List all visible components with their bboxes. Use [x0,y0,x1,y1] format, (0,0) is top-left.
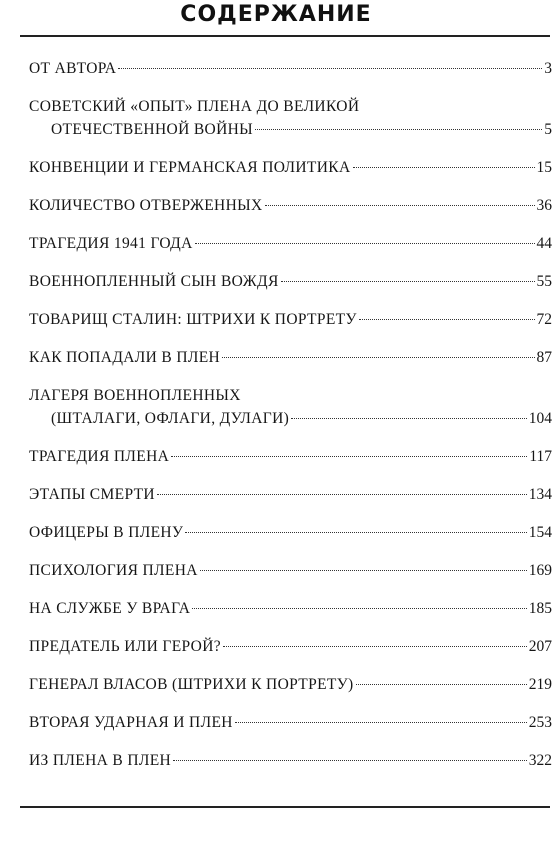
toc-entry [29,346,552,369]
dot-leader [173,760,527,761]
toc-page-number: 322 [528,752,552,769]
toc-entry-title: ОТЕЧЕСТВЕННОЙ ВОЙНЫ [51,121,254,138]
toc-page-number: 104 [528,410,552,427]
toc-entry-title: ЭТАПЫ СМЕРТИ [29,486,155,503]
toc-entry-line [29,711,552,734]
toc-entry-line [29,346,552,369]
toc-entry [29,635,552,658]
toc-entry-title: КОНВЕНЦИИ И ГЕРМАНСКАЯ ПОЛИТИКА [29,159,351,176]
toc-page-number: 169 [528,562,552,579]
toc-entry-line [29,156,552,179]
toc-page-number: 44 [536,235,552,252]
toc-entry-line [29,749,552,772]
toc-entry-title: СОВЕТСКИЙ «ОПЫТ» ПЛЕНА ДО ВЕЛИКОЙ [29,98,360,115]
toc-entry-line [29,194,552,217]
toc-entry [29,156,552,179]
toc-page-number: 55 [536,273,552,290]
toc-entry-line [29,95,552,118]
dot-leader [118,68,542,69]
toc-entry-line [29,57,552,80]
toc-entry-title: ОФИЦЕРЫ В ПЛЕНУ [29,524,184,541]
dot-leader [223,646,527,647]
toc-page-number: 219 [528,676,552,693]
dot-leader [200,570,527,571]
toc-page-number: 117 [529,448,552,465]
toc-page-number: 87 [536,349,552,366]
toc-entry [29,445,552,468]
dot-leader [185,532,526,533]
toc-entry-title: НА СЛУЖБЕ У ВРАГА [29,600,191,617]
toc-page-number: 253 [528,714,552,731]
dot-leader [265,205,535,206]
toc-entry-title: ПРЕДАТЕЛЬ ИЛИ ГЕРОЙ? [29,638,221,655]
toc-entry-title: ТОВАРИЩ СТАЛИН: ШТРИХИ К ПОРТРЕТУ [29,311,357,328]
toc-entry-title: (ШТАЛАГИ, ОФЛАГИ, ДУЛАГИ) [51,410,290,427]
toc-page-number: 185 [528,600,552,617]
toc-entry-title: ПСИХОЛОГИЯ ПЛЕНА [29,562,198,579]
toc-page-number: 134 [528,486,552,503]
toc-entry-line [29,232,552,255]
toc-entry-title: КОЛИЧЕСТВО ОТВЕРЖЕННЫХ [29,197,263,214]
toc-entry-title: ТРАГЕДИЯ 1941 ГОДА [29,235,193,252]
toc-entry-line [29,407,552,430]
toc-entry-title: ОТ АВТОРА [29,60,117,77]
dot-leader [171,456,527,457]
toc-entry [29,95,552,141]
toc-entry [29,749,552,772]
toc-page-number: 72 [536,311,552,328]
toc-page-number: 5 [544,121,552,138]
dot-leader [235,722,527,723]
bottom-divider [20,806,550,808]
dot-leader [353,167,535,168]
toc-entry [29,483,552,506]
toc-entry-line [29,559,552,582]
toc-page-number: 154 [528,524,552,541]
dot-leader [222,357,534,358]
toc-entry [29,559,552,582]
toc-entry-title: ГЕНЕРАЛ ВЛАСОВ (ШТРИХИ К ПОРТРЕТУ) [29,676,354,693]
toc-entry [29,308,552,331]
toc-entry-title: ИЗ ПЛЕНА В ПЛЕН [29,752,172,769]
toc-entry-line [29,635,552,658]
toc-entry-line [29,308,552,331]
toc-page-number: 36 [536,197,552,214]
toc-entry [29,673,552,696]
table-of-contents [29,57,552,787]
dot-leader [291,418,527,419]
toc-page-number: 15 [536,159,552,176]
toc-entry [29,57,552,80]
toc-entry-title: КАК ПОПАДАЛИ В ПЛЕН [29,349,221,366]
page-title: СОДЕРЖАНИЕ [180,2,372,27]
toc-entry [29,384,552,430]
top-divider [20,35,550,37]
toc-entry [29,597,552,620]
dot-leader [356,684,527,685]
toc-entry-line [29,118,552,141]
toc-entry [29,194,552,217]
dot-leader [255,129,542,130]
toc-page-number: 207 [528,638,552,655]
dot-leader [192,608,526,609]
toc-entry-title: ЛАГЕРЯ ВОЕННОПЛЕННЫХ [29,387,241,404]
dot-leader [157,494,527,495]
toc-entry [29,232,552,255]
toc-entry [29,711,552,734]
toc-entry-title: ВОЕННОПЛЕННЫЙ СЫН ВОЖДЯ [29,273,279,290]
toc-page-number: 3 [544,60,552,77]
dot-leader [195,243,535,244]
toc-entry-line [29,597,552,620]
toc-entry [29,270,552,293]
dot-leader [359,319,535,320]
dot-leader [281,281,535,282]
toc-entry-line [29,270,552,293]
toc-entry-line [29,673,552,696]
toc-entry-title: ТРАГЕДИЯ ПЛЕНА [29,448,170,465]
toc-entry-line [29,483,552,506]
toc-entry-line [29,521,552,544]
toc-entry-title: ВТОРАЯ УДАРНАЯ И ПЛЕН [29,714,233,731]
toc-entry [29,521,552,544]
toc-entry-line [29,445,552,468]
toc-entry-line [29,384,552,407]
